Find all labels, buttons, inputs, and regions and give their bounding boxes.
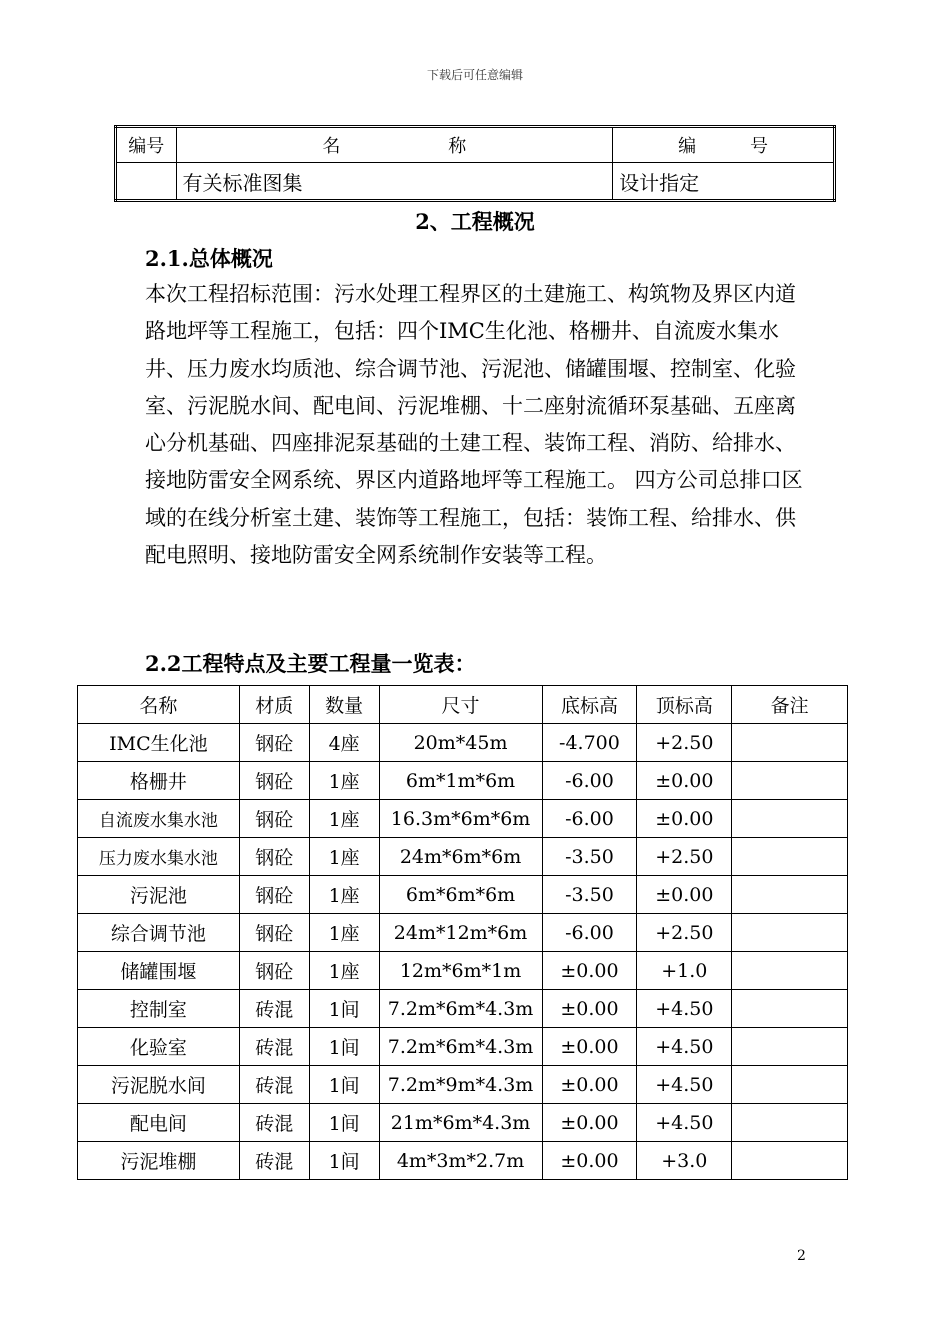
header-name: 名称 bbox=[78, 686, 240, 724]
cell-remarks bbox=[732, 724, 848, 762]
cell-top-elevation: +4.50 bbox=[637, 1104, 732, 1142]
cell-name: 控制室 bbox=[78, 990, 240, 1028]
cell-name: 污泥脱水间 bbox=[78, 1066, 240, 1104]
cell-name: 综合调节池 bbox=[78, 914, 240, 952]
cell-size: 24m*6m*6m bbox=[379, 838, 542, 876]
cell-top-elevation: +4.50 bbox=[637, 1028, 732, 1066]
section-title: 2、工程概况 bbox=[415, 209, 535, 234]
cell-size: 16.3m*6m*6m bbox=[379, 800, 542, 838]
cell-material: 钢砼 bbox=[239, 914, 309, 952]
cell-top-elevation: +2.50 bbox=[637, 724, 732, 762]
cell-material: 钢砼 bbox=[239, 876, 309, 914]
cell-bottom-elevation: -3.50 bbox=[542, 876, 637, 914]
subsection-title-overview: 2.1.总体概况 bbox=[145, 246, 273, 271]
header-note: 下载后可任意编辑 bbox=[426, 68, 523, 82]
cell-remarks bbox=[732, 1028, 848, 1066]
cell-quantity: 1座 bbox=[309, 800, 379, 838]
subsection-title-quantities: 2.2工程特点及主要工程量一览表： bbox=[145, 651, 476, 676]
cell-quantity: 1间 bbox=[309, 990, 379, 1028]
cell-quantity: 1间 bbox=[309, 1028, 379, 1066]
cell-top-elevation: ±0.00 bbox=[637, 800, 732, 838]
cell-remarks bbox=[732, 876, 848, 914]
cell-size: 7.2m*6m*4.3m bbox=[379, 990, 542, 1028]
quantities-table-body bbox=[78, 724, 848, 1180]
cell-quantity: 4座 bbox=[309, 724, 379, 762]
table-row bbox=[78, 1028, 848, 1066]
ref-cell-code bbox=[116, 163, 177, 201]
cell-bottom-elevation: ±0.00 bbox=[542, 952, 637, 990]
cell-size: 7.2m*9m*4.3m bbox=[379, 1066, 542, 1104]
cell-quantity: 1间 bbox=[309, 1066, 379, 1104]
cell-material: 钢砼 bbox=[239, 724, 309, 762]
cell-top-elevation: +4.50 bbox=[637, 1066, 732, 1104]
cell-name: 化验室 bbox=[78, 1028, 240, 1066]
ref-header-code: 编号 bbox=[116, 127, 177, 163]
cell-quantity: 1座 bbox=[309, 762, 379, 800]
cell-top-elevation: +3.0 bbox=[637, 1142, 732, 1180]
table-row bbox=[78, 724, 848, 762]
table-row bbox=[78, 838, 848, 876]
cell-material: 砖混 bbox=[239, 1104, 309, 1142]
cell-remarks bbox=[732, 952, 848, 990]
cell-material: 钢砼 bbox=[239, 838, 309, 876]
table-row bbox=[78, 914, 848, 952]
cell-remarks bbox=[732, 800, 848, 838]
table-row bbox=[78, 1142, 848, 1180]
cell-top-elevation: +4.50 bbox=[637, 990, 732, 1028]
cell-name: 自流废水集水池 bbox=[78, 800, 240, 838]
cell-name: IMC生化池 bbox=[78, 724, 240, 762]
cell-material: 砖混 bbox=[239, 1066, 309, 1104]
cell-top-elevation: +1.0 bbox=[637, 952, 732, 990]
cell-top-elevation: ±0.00 bbox=[637, 762, 732, 800]
page-number: 2 bbox=[797, 1248, 806, 1264]
header-remarks: 备注 bbox=[732, 686, 848, 724]
cell-material: 钢砼 bbox=[239, 762, 309, 800]
cell-bottom-elevation: -6.00 bbox=[542, 800, 637, 838]
cell-quantity: 1座 bbox=[309, 876, 379, 914]
table-row bbox=[78, 876, 848, 914]
cell-material: 钢砼 bbox=[239, 800, 309, 838]
table-row bbox=[78, 762, 848, 800]
table-row bbox=[78, 990, 848, 1028]
cell-size: 6m*6m*6m bbox=[379, 876, 542, 914]
cell-size: 12m*6m*1m bbox=[379, 952, 542, 990]
ref-cell-number: 设计指定 bbox=[613, 163, 835, 201]
cell-name: 污泥池 bbox=[78, 876, 240, 914]
header-material: 材质 bbox=[239, 686, 309, 724]
cell-top-elevation: +2.50 bbox=[637, 838, 732, 876]
cell-bottom-elevation: -6.00 bbox=[542, 914, 637, 952]
overview-paragraph: 本次工程招标范围：污水处理工程界区的土建施工、构筑物及界区内道路地坪等工程施工，包括：四个IMC生化池、格栅井、自流废水集水井、压力废水均质池、综合调节池、污泥池、储罐围堰、控制室、化验室、污泥脱水间、配电间、污泥堆棚、十二座射流循环泵基础、五座离心分机基础、四座排泥泵基础的土建工程、装饰工程、消防、给排水、接地防雷安全网系统、界区内道路地坪等工程施工。 四方公司总排口区域的在线分析室土建、装饰等工程施工，包括：装饰工程、给排水、供配电照明、接地防雷安全网系统制作安装等工程。 bbox=[145, 282, 803, 568]
cell-top-elevation: ±0.00 bbox=[637, 876, 732, 914]
cell-name: 配电间 bbox=[78, 1104, 240, 1142]
ref-header-name: 名 称 bbox=[176, 127, 613, 163]
cell-size: 21m*6m*4.3m bbox=[379, 1104, 542, 1142]
cell-remarks bbox=[732, 1066, 848, 1104]
cell-size: 4m*3m*2.7m bbox=[379, 1142, 542, 1180]
cell-bottom-elevation: ±0.00 bbox=[542, 1028, 637, 1066]
cell-remarks bbox=[732, 1142, 848, 1180]
reference-table-header bbox=[116, 127, 835, 163]
cell-top-elevation: +2.50 bbox=[637, 914, 732, 952]
cell-remarks bbox=[732, 1104, 848, 1142]
cell-remarks bbox=[732, 838, 848, 876]
ref-cell-name: 有关标准图集 bbox=[176, 163, 613, 201]
cell-name: 格栅井 bbox=[78, 762, 240, 800]
quantities-table bbox=[77, 685, 848, 1180]
cell-remarks bbox=[732, 914, 848, 952]
header-quantity: 数量 bbox=[309, 686, 379, 724]
cell-size: 24m*12m*6m bbox=[379, 914, 542, 952]
reference-table bbox=[114, 125, 836, 202]
cell-size: 7.2m*6m*4.3m bbox=[379, 1028, 542, 1066]
table-row bbox=[78, 1104, 848, 1142]
cell-name: 压力废水集水池 bbox=[78, 838, 240, 876]
cell-size: 20m*45m bbox=[379, 724, 542, 762]
cell-remarks bbox=[732, 990, 848, 1028]
header-top-elevation: 顶标高 bbox=[637, 686, 732, 724]
table-row bbox=[78, 800, 848, 838]
cell-size: 6m*1m*6m bbox=[379, 762, 542, 800]
reference-table-row bbox=[116, 163, 835, 201]
cell-quantity: 1座 bbox=[309, 952, 379, 990]
table-row bbox=[78, 1066, 848, 1104]
cell-quantity: 1间 bbox=[309, 1142, 379, 1180]
cell-quantity: 1座 bbox=[309, 914, 379, 952]
cell-material: 钢砼 bbox=[239, 952, 309, 990]
cell-bottom-elevation: ±0.00 bbox=[542, 1142, 637, 1180]
cell-bottom-elevation: ±0.00 bbox=[542, 1104, 637, 1142]
cell-name: 储罐围堰 bbox=[78, 952, 240, 990]
cell-quantity: 1间 bbox=[309, 1104, 379, 1142]
cell-quantity: 1座 bbox=[309, 838, 379, 876]
header-size: 尺寸 bbox=[379, 686, 542, 724]
cell-bottom-elevation: -4.700 bbox=[542, 724, 637, 762]
cell-bottom-elevation: ±0.00 bbox=[542, 1066, 637, 1104]
cell-name: 污泥堆棚 bbox=[78, 1142, 240, 1180]
cell-bottom-elevation: -6.00 bbox=[542, 762, 637, 800]
cell-material: 砖混 bbox=[239, 1142, 309, 1180]
header-bottom-elevation: 底标高 bbox=[542, 686, 637, 724]
cell-bottom-elevation: -3.50 bbox=[542, 838, 637, 876]
quantities-table-header bbox=[78, 686, 848, 724]
cell-material: 砖混 bbox=[239, 1028, 309, 1066]
cell-remarks bbox=[732, 762, 848, 800]
cell-bottom-elevation: ±0.00 bbox=[542, 990, 637, 1028]
ref-header-number: 编 号 bbox=[613, 127, 835, 163]
table-row bbox=[78, 952, 848, 990]
cell-material: 砖混 bbox=[239, 990, 309, 1028]
